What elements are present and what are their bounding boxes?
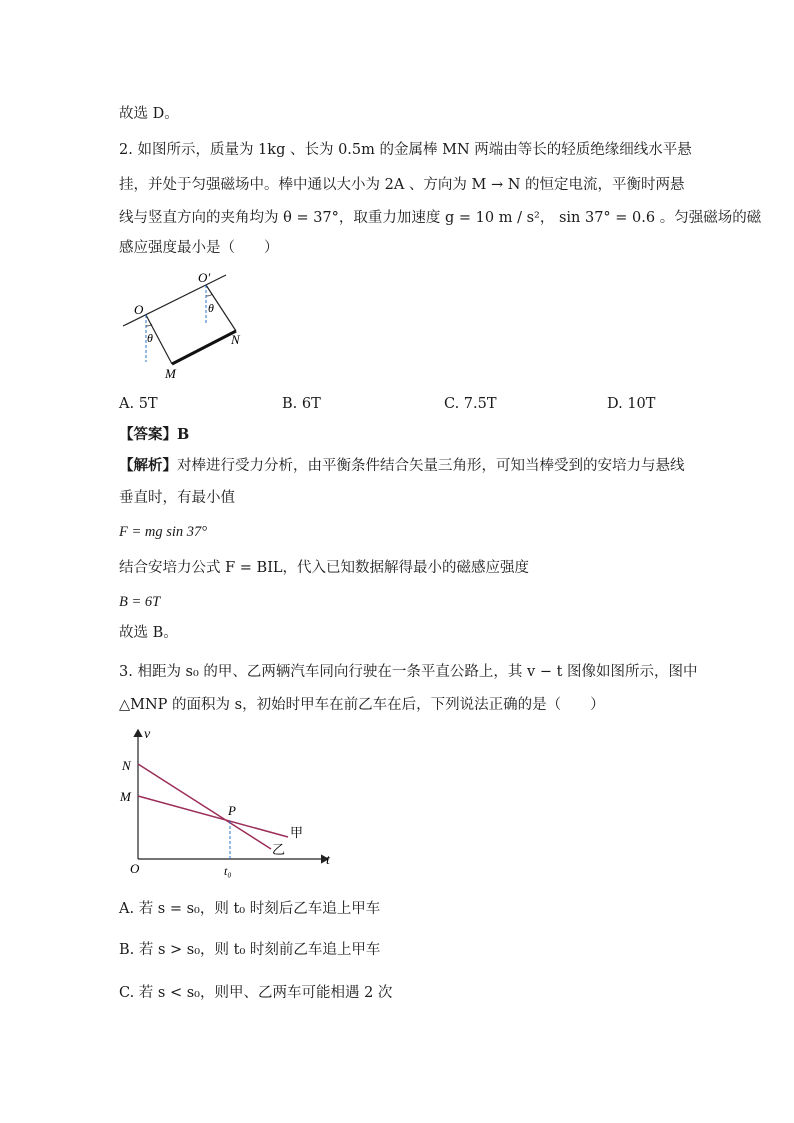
q3-stem-line-2: △MNP 的面积为 s，初始时甲车在前乙车在后，下列说法正确的是（ ）	[119, 697, 605, 713]
q2-analysis-line-3: 结合安培力公式 F = BIL，代入已知数据解得最小的磁感应强度	[119, 560, 530, 576]
q2-option-a: A. 5T	[119, 396, 158, 412]
angle-arc-right	[206, 294, 212, 296]
q3-option-a: A. 若 s = s₀，则 t₀ 时刻后乙车追上甲车	[119, 901, 381, 917]
q2-option-b: B. 6T	[282, 396, 321, 412]
q2-conclusion: 故选 B。	[119, 625, 178, 641]
q2-answer	[119, 425, 189, 445]
q2-equation-f: F = mg sin 37°	[119, 524, 208, 540]
line-yi	[138, 764, 271, 849]
label-o: O	[134, 302, 144, 317]
answer-label: 【答案】B	[119, 426, 190, 443]
line-jia	[138, 796, 288, 837]
label-m: M	[165, 366, 176, 381]
label-o-prime: O′	[198, 270, 211, 285]
label-t: t	[326, 853, 330, 868]
label-n: N	[231, 332, 240, 347]
analysis-text-1: 对棒进行受力分析，由平衡条件结合矢量三角形，可知当棒受到的安培力与悬线	[177, 458, 685, 474]
label-yi: 乙	[272, 842, 286, 857]
label-p: P	[228, 803, 236, 818]
label-theta-left: θ	[147, 331, 153, 345]
q2-stem-line-2: 挂，并处于匀强磁场中。棒中通以大小为 2A 、方向为 M → N 的恒定电流，平衡时两悬	[119, 177, 685, 193]
q2-stem-line-4: 感应强度最小是（ ）	[119, 240, 279, 256]
label-origin: O	[130, 861, 140, 876]
q2-analysis-line-2: 垂直时，有最小值	[119, 490, 235, 506]
analysis-label: 【解析】	[119, 457, 177, 474]
label-theta-right: θ	[208, 301, 214, 315]
rod-mn	[172, 331, 236, 364]
previous-conclusion: 故选 D。	[119, 106, 179, 122]
label-m: M	[120, 789, 131, 804]
q2-analysis-line-1	[119, 456, 685, 476]
q2-equation-b: B = 6T	[119, 594, 161, 610]
label-jia: 甲	[290, 825, 304, 840]
q2-option-d: D. 10T	[607, 396, 656, 412]
q2-figure	[118, 262, 258, 384]
q2-stem-line-1: 2. 如图所示，质量为 1kg 、长为 0.5m 的金属棒 MN 两端由等长的轻质绝缘细线水平悬	[119, 142, 692, 158]
label-n: N	[122, 758, 131, 773]
label-v: v	[144, 727, 151, 742]
q2-option-c: C. 7.5T	[444, 396, 497, 412]
q3-option-c: C. 若 s < s₀，则甲、乙两车可能相遇 2 次	[119, 985, 393, 1001]
q3-option-b: B. 若 s > s₀，则 t₀ 时刻前乙车追上甲车	[119, 942, 381, 958]
q2-stem-line-3: 线与竖直方向的夹角均为 θ = 37°，取重力加速度 g = 10 m / s²， sin 37° = 0.6 。匀强磁场的磁	[119, 210, 762, 226]
label-t0: t₀	[224, 864, 232, 878]
q3-stem-line-1: 3. 相距为 s₀ 的甲、乙两辆汽车同向行驶在一条平直公路上，其 v − t 图像如图所示，图中	[119, 664, 698, 680]
q3-vt-graph	[116, 724, 346, 882]
